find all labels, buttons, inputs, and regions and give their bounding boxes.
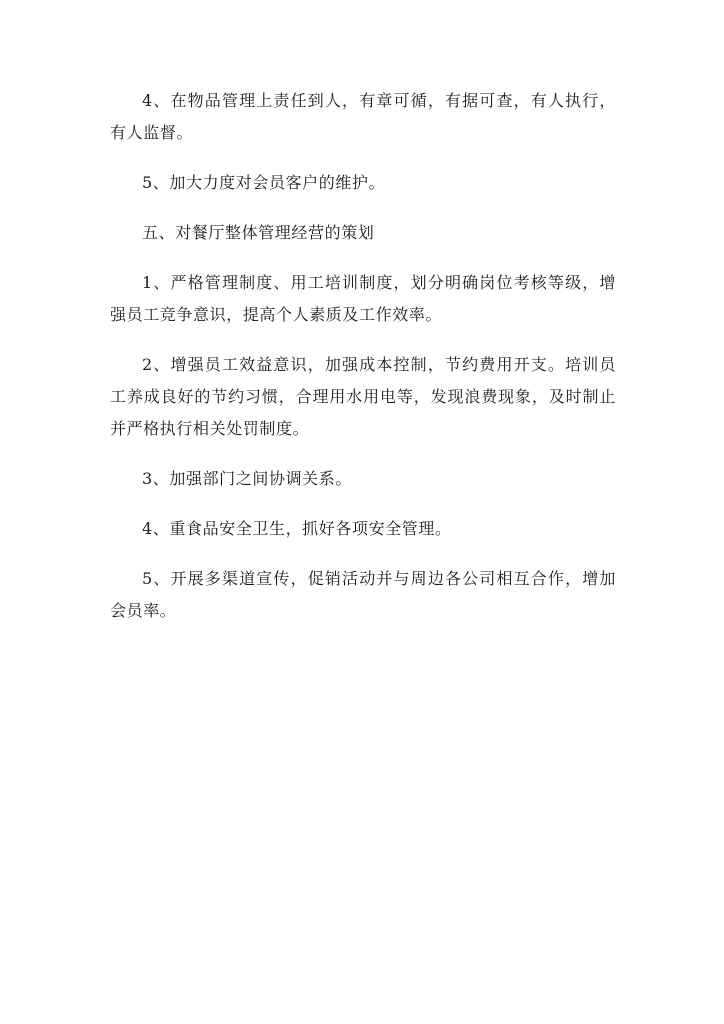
paragraph-item-5-member-maintenance: 5、加大力度对会员客户的维护。 — [142, 173, 386, 192]
section-heading-restaurant-planning: 五、对餐厅整体管理经营的策划 — [142, 223, 375, 242]
paragraph-item-4-food-safety: 4、重食品安全卫生，抓好各项安全管理。 — [142, 519, 452, 538]
paragraph-item-2-cost-control: 2、增强员工效益意识，加强成本控制，节约费用开支。培训员工养成良好的节约习惯，合理用水用电等，发现浪费现象，及时制止并严格执行相关处罚制度。 — [110, 355, 616, 438]
document-body — [110, 85, 616, 645]
paragraph-item-1-management-system: 1、严格管理制度、用工培训制度，划分明确岗位考核等级，增强员工竞争意识，提高个人素质及工作效率。 — [110, 273, 616, 324]
paragraph-item-5-promotion: 5、开展多渠道宣传，促销活动并与周边各公司相互合作，增加会员率。 — [110, 569, 616, 620]
paragraph-item-3-department-coordination: 3、加强部门之间协调关系。 — [142, 469, 352, 488]
paragraph-item-4-responsibility: 4、在物品管理上责任到人，有章可循，有据可查，有人执行，有人监督。 — [110, 91, 616, 142]
